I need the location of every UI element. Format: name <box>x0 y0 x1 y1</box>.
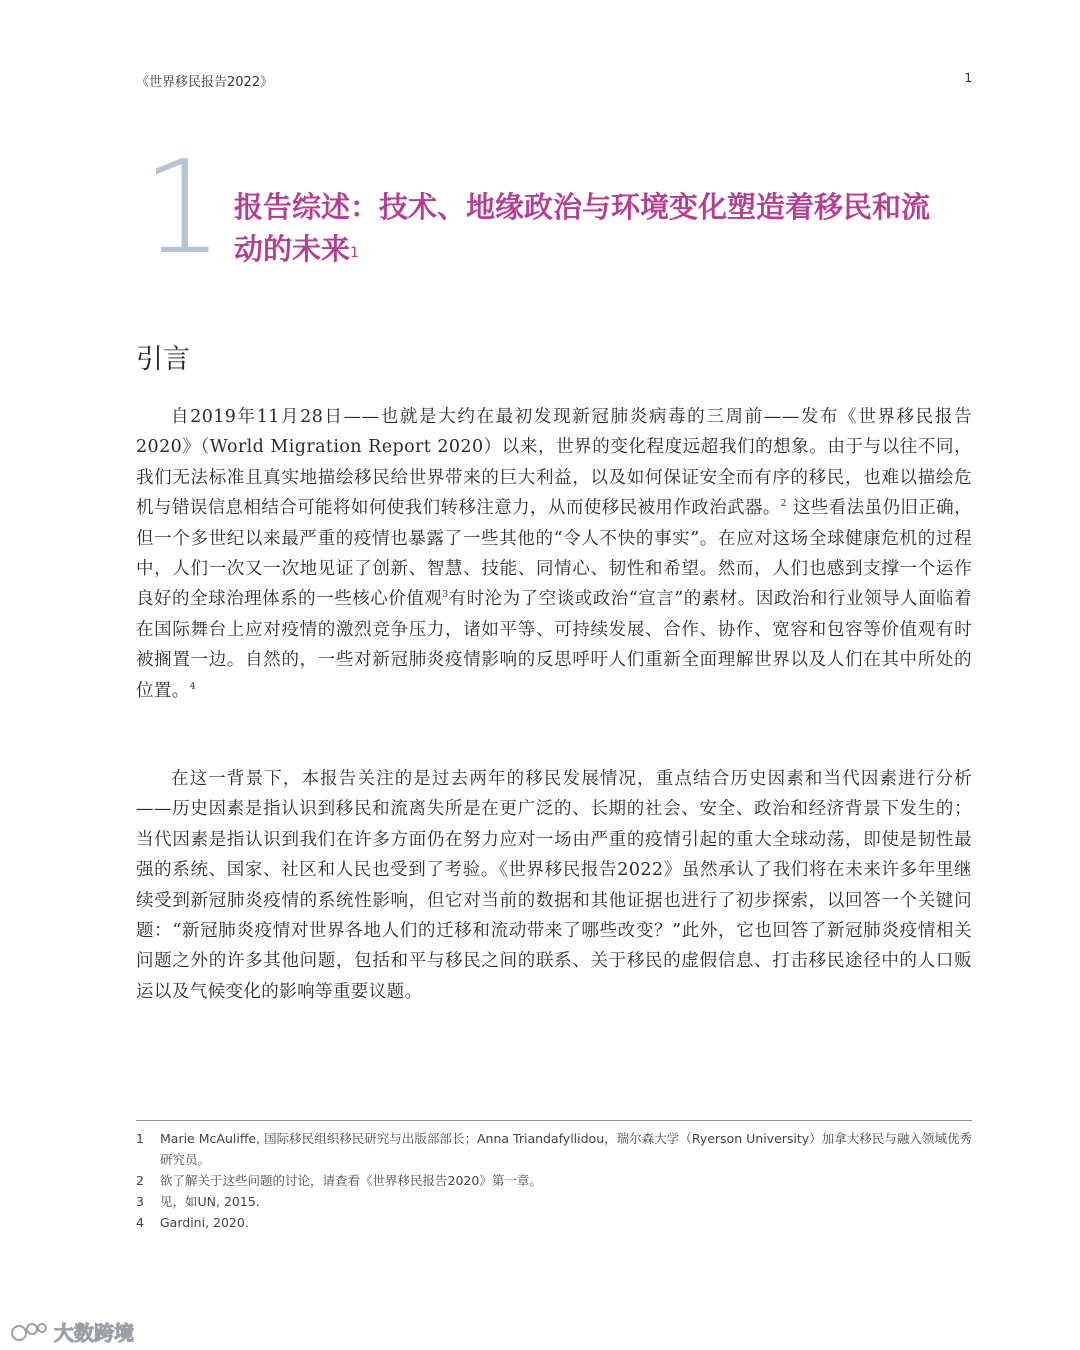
footnote-item <box>136 1212 972 1233</box>
paragraph-text: 这些看法虽仍旧正确，但一个多世纪以来最严重的疫情也暴露了一些其他的“令人不快的事实”。在应对这场全球健康危机的过程中，人们一次又一次地见证了创新、智慧、技能、同情心、韧性和希望。然而，人们也感到支撑一个运作良好的全球治理体系的一些核心价值观 <box>136 498 972 610</box>
footnote-text: 见，如UN, 2015. <box>160 1194 260 1209</box>
footnote-number: 4 <box>136 1215 144 1230</box>
footnote-number: 2 <box>136 1173 144 1188</box>
footnote-item <box>136 1170 972 1191</box>
footnote-text: 欲了解关于这些问题的讨论，请查看《世界移民报告2020》第一章。 <box>160 1173 542 1188</box>
footnote-text: Marie McAuliffe, 国际移民组织移民研究与出版部部长；Anna Triandafyllidou，瑞尔森大学（Ryerson University）加拿大移民与融入领域优秀研究员。 <box>160 1131 972 1167</box>
footnote-number: 3 <box>136 1194 144 1209</box>
footnote-number: 1 <box>136 1131 144 1146</box>
footnote-ref[interactable]: 2 <box>780 499 787 510</box>
chapter-title <box>234 186 954 270</box>
watermark <box>10 1317 134 1346</box>
running-header-title: 《世界移民报告2022》 <box>136 75 274 90</box>
body-paragraph: 在这一背景下，本报告关注的是过去两年的移民发展情况，重点结合历史因素和当代因素进行分析——历史因素是指认识到移民和流离失所是在更广泛的、长期的社会、安全、政治和经济背景下发生的；当代因素是指认识到我们在许多方面仍在努力应对一场由严重的疫情引起的重大全球动荡，即使是韧性最强的系统、国家、社区和人民也受到了考验。《世界移民报告2022》虽然承认了我们将在未来许多年里继续受到新冠肺炎疫情的系统性影响，但它对当前的数据和其他证据也进行了初步探索，以回答一个关键问题：“新冠肺炎疫情对世界各地人们的迁移和流动带来了哪些改变？”此外，它也回答了新冠肺炎疫情相关问题之外的许多其他问题，包括和平与移民之间的联系、关于移民的虚假信息、打击移民途径中的人口贩运以及气候变化的影响等重要议题。 <box>136 769 972 1002</box>
footnote-text: Gardini, 2020. <box>160 1215 249 1230</box>
footnotes <box>136 1128 972 1233</box>
footnote-ref[interactable]: 3 <box>442 590 449 601</box>
page-number: 1 <box>964 71 972 85</box>
section-heading: 引言 <box>136 344 190 375</box>
footnote-ref[interactable]: 4 <box>189 681 196 692</box>
chapter-title-footnote-ref[interactable]: 1 <box>350 245 359 261</box>
watermark-text: 大数跨境 <box>54 1321 134 1345</box>
paragraph-text: 自2019年11月28日——也就是大约在最初发现新冠肺炎病毒的三周前——发布《世界移民报告2020》（World Migration Report 2020）以来，世界的变化程度远超我们的想象。由于与以往不同，我们无法标准且真实地描绘移民给世界带来的巨大利益，以及如何保证安全而有序的移民，也难以描绘危机与错误信息相结合可能将如何使我们转移注意力，从而使移民被用作政治武器。 <box>136 407 972 519</box>
body-paragraph <box>136 402 972 706</box>
paragraph-text: 有时沦为了空谈或政治“宣言”的素材。因政治和行业领导人面临着在国际舞台上应对疫情的激烈竞争压力，诸如平等、可持续发展、合作、协作、宽容和包容等价值观有时被搁置一边。自然的，一些对新冠肺炎疫情影响的反思呼吁人们重新全面理解世界以及人们在其中所处的位置。 <box>136 589 972 701</box>
chapter-number: 1 <box>142 134 224 283</box>
chapter-title-text: 报告综述：技术、地缘政治与环境变化塑造着移民和流动的未来 <box>234 190 931 266</box>
footnote-item <box>136 1128 972 1170</box>
footnote-divider <box>136 1120 972 1121</box>
watermark-logo-icon <box>10 1320 50 1344</box>
footnote-item <box>136 1191 972 1212</box>
